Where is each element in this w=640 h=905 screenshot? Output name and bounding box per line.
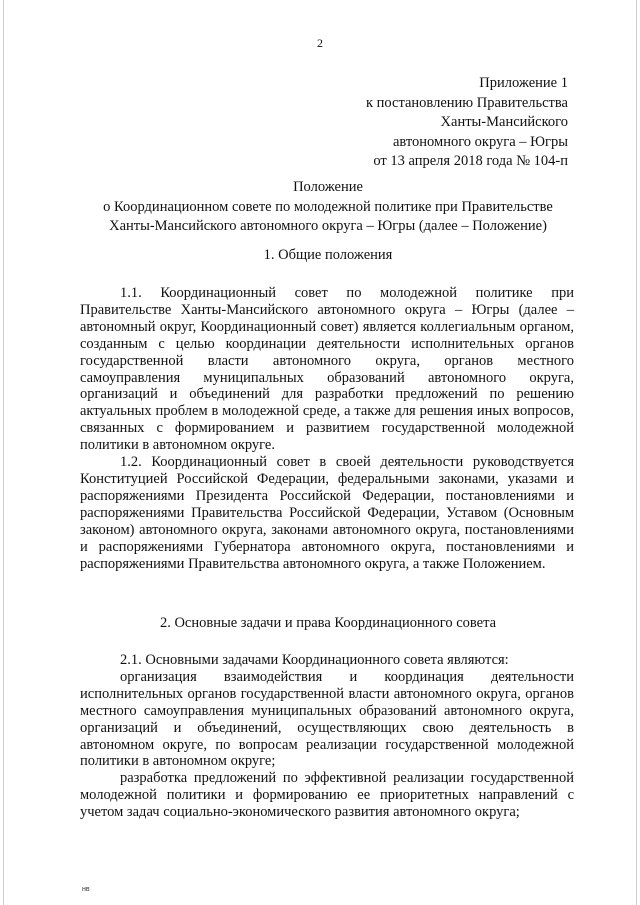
task-item: разработка предложений по эффективной реализации государственной молодежной политики и формированию ее приоритетных направлений с учетом задач социально-экономического развития автономного округа; xyxy=(80,770,574,821)
appendix-block xyxy=(366,74,568,172)
appendix-line: Ханты-Мансийского xyxy=(440,114,568,130)
scan-edge-left xyxy=(3,0,4,905)
document-title xyxy=(80,178,576,237)
title-line: о Координационном совете по молодежной политике при Правительстве xyxy=(103,198,553,215)
section-general-body xyxy=(80,285,574,572)
scan-edge-right xyxy=(636,0,637,905)
title-line: Ханты-Мансийского автономного округа – Югры (далее – Положение) xyxy=(109,218,547,234)
section-heading-general: 1. Общие положения xyxy=(263,247,393,263)
title-heading: Положение xyxy=(293,179,363,195)
appendix-line: автономного округа – Югры xyxy=(392,133,568,150)
appendix-line: от 13 апреля 2018 года № 104-п xyxy=(373,153,568,169)
paragraph-2-1: 2.1. Основными задачами Координационного совета являются: xyxy=(120,652,509,668)
section-heading-tasks: 2. Основные задачи и права Координационного совета xyxy=(159,615,497,631)
task-item: организация взаимодействия и координация деятельности исполнительных органов государственной власти автономного округа, органов местного самоуправления муниципальных образований автономного округа, организаций и объединений, осуществляющих свою деятельность в автономном округе, по вопросам реализации государственной молодежной политики в автономном округе; xyxy=(80,668,574,770)
section-tasks-body xyxy=(80,652,574,821)
page-number: 2 xyxy=(317,36,323,50)
appendix-line: к постановлению Правительства xyxy=(366,94,568,111)
appendix-line: Приложение 1 xyxy=(479,75,568,91)
footer-code: нв xyxy=(82,886,90,893)
paragraph-1-1: 1.1. Координационный совет по молодежной политике при Правительстве Ханты-Мансийского автономного округа – Югры (далее – автономный округ, Координационный совет) является коллегиальным органом, созданным с целью координации деятельности исполнительных органов государственной власти автономного округа, органов местного самоуправления муниципальных образований автономного округа, организаций и объединений для разработки предложений по решению актуальных проблем в молодежной среде, а также для решения иных вопросов, связанных с формированием и развитием государственной молодежной политики в автономном округе. xyxy=(80,285,574,454)
paragraph-1-2: 1.2. Координационный совет в своей деятельности руководствуется Конституцией Российской Федерации, федеральными законами, указами и распоряжениями Президента Российской Федерации, постановлениями и распоряжениями Правительства Российской Федерации, Уставом (Основным законом) автономного округа, законами автономного округа, постановлениями и распоряжениями Губернатора автономного округа, постановлениями и распоряжениями Правительства автономного округа, а также Положением. xyxy=(80,454,574,572)
